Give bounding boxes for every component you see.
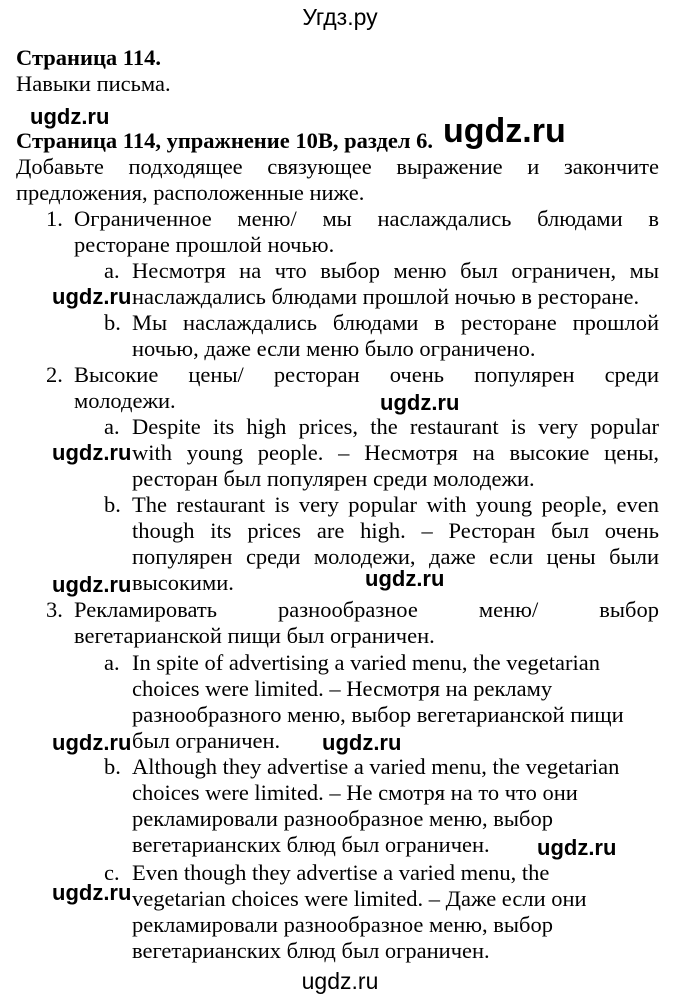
item-text-line: Высокие цены/ ресторан очень популярен среди (74, 362, 659, 387)
watermark: ugdz.ru (365, 566, 445, 591)
answer-text-line: рекламировали разнообразное меню, выбор (132, 912, 553, 937)
answer-text-line: Even though they advertise a varied menu, the (132, 860, 550, 885)
answer-letter: a. (104, 414, 120, 439)
watermark: ugdz.ru (52, 284, 132, 309)
page-subtitle: Навыки письма. (16, 71, 171, 96)
answer-text-line: Although they advertise a varied menu, the vegetarian (132, 754, 620, 779)
watermark: ugdz.ru (52, 730, 132, 755)
answer-text-line: choices were limited. – Не смотря на то что они (132, 780, 578, 805)
answer-letter: c. (104, 860, 120, 885)
item-text-line: молодежи. (74, 388, 176, 413)
item-number: 2. (46, 362, 63, 387)
answer-text-line: In spite of advertising a varied menu, the vegetarian (132, 650, 600, 675)
watermark: ugdz.ru (537, 835, 617, 860)
item-text-line: Ограниченное меню/ мы наслаждались блюдами в (74, 206, 659, 231)
instruction-line: Добавьте подходящее связующее выражение и закончите (16, 154, 659, 179)
item-number: 1. (46, 206, 63, 231)
section-heading: Страница 114, упражнение 10B, раздел 6. (16, 128, 433, 153)
answer-text-line: вегетарианских блюд был ограничен. (132, 938, 490, 963)
item-text-line: вегетарианской пищи был ограничен. (74, 623, 435, 648)
answer-text-line: наслаждались блюдами прошлой ночью в ресторане. (132, 284, 640, 309)
page-title: Страница 114. (16, 45, 161, 70)
answer-text-line: vegetarian choices were limited. – Даже если они (132, 886, 587, 911)
answer-text-line: высокими. (132, 570, 234, 595)
answer-text-line: вегетарианских блюд был ограничен. (132, 832, 490, 857)
answer-letter: a. (104, 650, 120, 675)
site-header: Угдз.ру (302, 4, 378, 30)
answer-text-line: though its prices are high. – Ресторан был очень (132, 518, 659, 543)
watermark: ugdz.ru (30, 104, 110, 129)
answer-letter: b. (104, 492, 121, 517)
answer-text-line: Мы наслаждались блюдами в ресторане прошлой (132, 310, 659, 335)
item-text-line: Рекламировать разнообразное меню/ выбор (74, 597, 659, 622)
answer-text-line: разнообразного меню, выбор вегетарианской пищи (132, 702, 624, 727)
watermark: ugdz.ru (322, 730, 402, 755)
watermark: ugdz.ru (380, 390, 460, 415)
watermark: ugdz.ru (443, 112, 566, 150)
answer-text-line: рекламировали разнообразное меню, выбор (132, 806, 553, 831)
answer-letter: b. (104, 310, 121, 335)
watermark: ugdz.ru (52, 440, 132, 465)
answer-text-line: популярен среди молодежи, даже если цены были (132, 544, 659, 569)
answer-text-line: choices were limited. – Несмотря на рекламу (132, 676, 553, 701)
answer-letter: a. (104, 258, 120, 283)
item-text-line: ресторане прошлой ночью. (74, 232, 335, 257)
answer-text-line: The restaurant is very popular with young people, even (132, 492, 659, 517)
answer-text-line: with young people. – Несмотря на высокие цены, (132, 440, 659, 465)
site-footer: ugdz.ru (301, 968, 379, 994)
answer-text-line: Несмотря на что выбор меню был ограничен, мы (132, 258, 659, 283)
watermark: ugdz.ru (52, 880, 132, 905)
answer-letter: b. (104, 754, 121, 779)
answer-text-line: Despite its high prices, the restaurant is very popular (132, 414, 659, 439)
answer-text-line: ресторан был популярен среди молодежи. (132, 466, 535, 491)
answer-text-line: ночью, даже если меню было ограничено. (132, 336, 536, 361)
item-number: 3. (46, 597, 63, 622)
answer-text-line: был ограничен. (132, 728, 281, 753)
instruction-line: предложения, расположенные ниже. (16, 180, 365, 205)
watermark: ugdz.ru (52, 572, 132, 597)
